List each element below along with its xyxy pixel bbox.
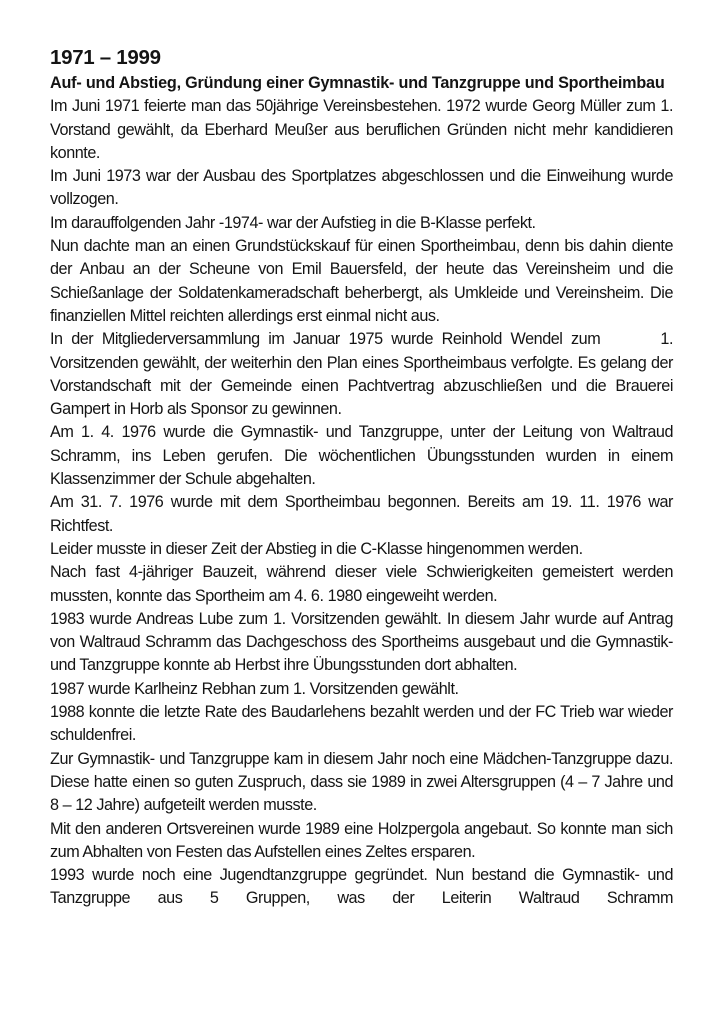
paragraph-1973-sportplatz: Im Juni 1973 war der Ausbau des Sportplatzes abgeschlossen und die Einweihung wurde vollzogen. [50,167,673,209]
paragraph-1971-jubilee: Im Juni 1971 feierte man das 50jährige Vereinsbestehen. 1972 wurde Georg Müller zum 1. Vorstand gewählt, da Eberhard Meußer aus beruflichen Gründen nicht mehr kandidieren konnte. [50,97,673,162]
document-page [50,44,678,911]
paragraph-1988-schuldenfrei: 1988 konnte die letzte Rate des Baudarlehens bezahlt werden und der FC Trieb war wieder schuldenfrei. [50,703,673,745]
paragraph-1976-sportheimbau: Am 31. 7. 1976 wurde mit dem Sportheimbau begonnen. Bereits am 19. 11. 1976 war Richtfest. [50,493,673,535]
paragraph-1980-einweihung: Nach fast 4-jähriger Bauzeit, während dieser viele Schwierigkeiten gemeistert werden mussten, konnte das Sportheim am 4. 6. 1980 eingeweiht werden. [50,563,673,605]
section-subtitle: Auf- und Abstieg, Gründung einer Gymnastik- und Tanzgruppe und Sportheimbau [50,74,665,92]
paragraph-maedchen-tanzgruppe: Zur Gymnastik- und Tanzgruppe kam in diesem Jahr noch eine Mädchen-Tanzgruppe dazu. Diese hatte einen so guten Zuspruch, dass sie 1989 in zwei Altersgruppen (4 – 7 Jahre und 8 – 12 Jahre) aufgeteilt werden musste. [50,749,673,815]
paragraph-1974-aufstieg: Im darauffolgenden Jahr -1974- war der Aufstieg in die B-Klasse perfekt. [50,213,536,232]
paragraph-1989-holzpergola: Mit den anderen Ortsvereinen wurde 1989 eine Holzpergola angebaut. So konnte man sich zum Abhalten von Festen das Aufstellen eines Zeltes ersparen. [50,819,673,861]
paragraph-1987-rebhan: 1987 wurde Karlheinz Rebhan zum 1. Vorsitzenden gewählt. [50,679,459,698]
section-title: 1971 – 1999 [50,46,161,69]
paragraph-1983-lube: 1983 wurde Andreas Lube zum 1. Vorsitzenden gewählt. In diesem Jahr wurde auf Antrag von Waltraud Schramm das Dachgeschoss des Sportheims ausgebaut und die Gymnastik- und Tanzgruppe konnte ab Herbst ihre Übungsstunden dort abhalten. [50,609,673,675]
paragraph-abstieg-c-klasse: Leider musste in dieser Zeit der Abstieg in die C-Klasse hingenommen werden. [50,539,583,558]
paragraph-1975-wendel: In der Mitgliederversammlung im Januar 1975 wurde Reinhold Wendel zum 1. Vorsitzenden gewählt, der weiterhin den Plan eines Sportheimbaus verfolgte. Es gelang der Vorstandschaft mit der Gemeinde einen Pachtvertrag abzuschließen und die Brauerei Gampert in Horb als Sponsor zu gewinnen. [50,330,678,419]
paragraph-grundstueckskauf: Nun dachte man an einen Grundstückskauf für einen Sportheimbau, denn bis dahin diente der Anbau an der Scheune von Emil Bauersfeld, der heute das Vereinsheim und die Schießanlage der Soldatenkameradschaft beherbergt, als Umkleide und Vereinsheim. Die finanziellen Mittel reichten allerdings erst einmal nicht aus. [50,237,673,325]
paragraph-1993-jugendtanzgruppe: 1993 wurde noch eine Jugendtanzgruppe gegründet. Nun bestand die Gymnastik- und Tanzgruppe aus 5 Gruppen, was der Leiterin Waltraud Schramm [50,866,673,908]
paragraph-1976-tanzgruppe: Am 1. 4. 1976 wurde die Gymnastik- und Tanzgruppe, unter der Leitung von Waltraud Schramm, ins Leben gerufen. Die wöchentlichen Übungsstunden wurden in einem Klassenzimmer der Schule abgehalten. [50,423,673,489]
